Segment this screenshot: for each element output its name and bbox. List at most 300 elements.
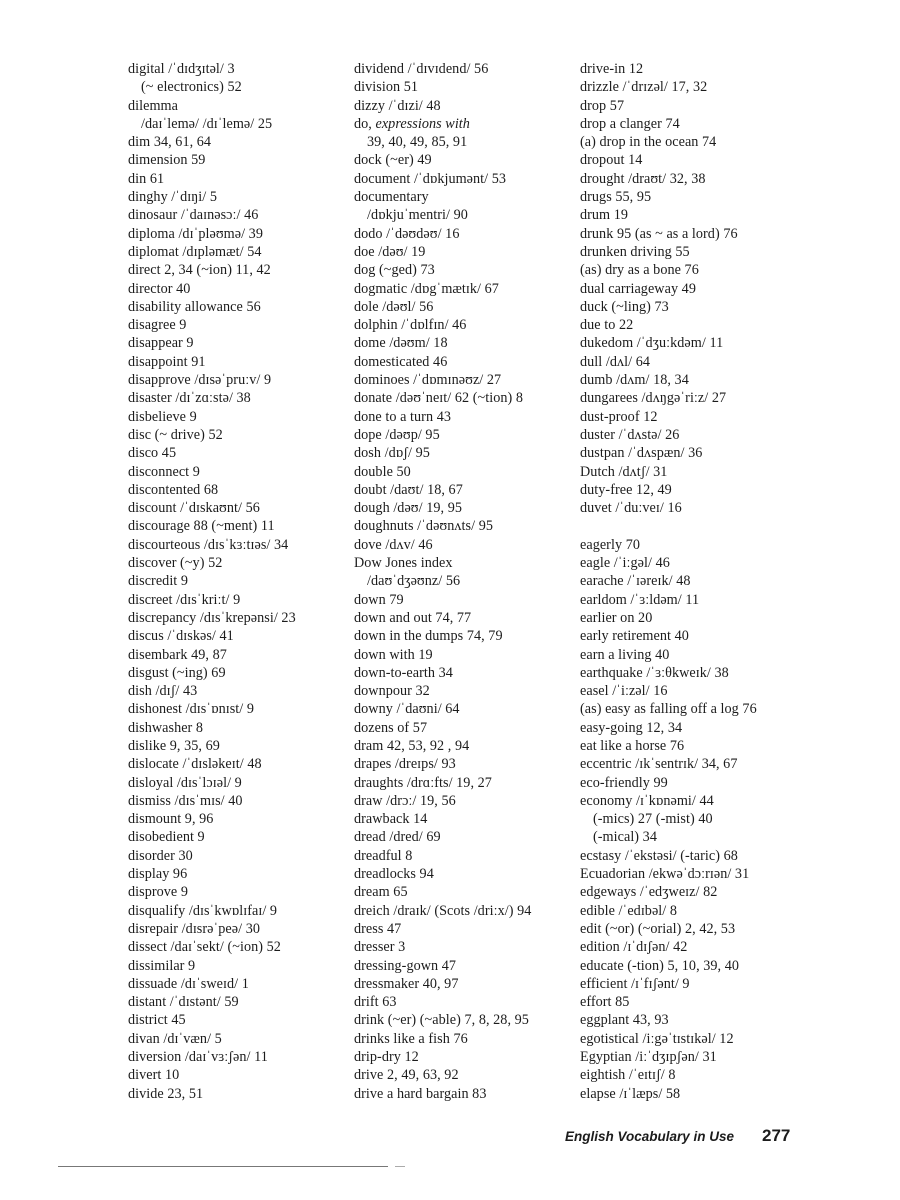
index-entry	[128, 444, 350, 462]
index-entry	[128, 792, 350, 810]
index-entry-text: dog (~ged) 73	[354, 262, 435, 279]
index-entry-text: diversion /daɪˈvɜːʃən/ 11	[128, 1049, 268, 1066]
index-entry-text: dole /dəʊl/ 56	[354, 298, 434, 315]
index-entry	[128, 938, 350, 956]
index-entry	[580, 188, 802, 206]
index-entry	[354, 572, 576, 590]
index-entry-text: document /ˈdɒkjumənt/ 53	[354, 170, 507, 187]
index-entry	[354, 243, 576, 261]
index-entry-text: early retirement 40	[580, 628, 689, 645]
index-entry	[354, 115, 576, 133]
index-entry-text: dull /dʌl/ 64	[580, 353, 651, 370]
index-entry	[580, 408, 802, 426]
index-entry-text: eco-friendly 99	[580, 774, 668, 791]
index-entry-text: dustpan /ˈdʌspæn/ 36	[580, 445, 703, 462]
index-entry-text: down and out 74, 77	[354, 609, 472, 626]
index-entry-text: disqualify /dɪsˈkwɒlɪfaɪ/ 9	[128, 902, 278, 919]
index-entry-text: disc (~ drive) 52	[128, 426, 223, 443]
index-entry-text: dread /dred/ 69	[354, 829, 441, 846]
index-entry	[580, 682, 802, 700]
index-entry-text: dilemma	[128, 97, 178, 114]
index-entry	[354, 371, 576, 389]
index-entry-text: eccentric /ɪkˈsentrɪk/ 34, 67	[580, 756, 738, 773]
index-entry	[354, 627, 576, 645]
index-entry	[354, 280, 576, 298]
index-entry-text: drunken driving 55	[580, 243, 690, 260]
index-entry	[580, 664, 802, 682]
index-entry-text: disappoint 91	[128, 353, 206, 370]
index-entry	[580, 774, 802, 792]
index-entry	[354, 591, 576, 609]
index-entry	[580, 810, 802, 828]
index-entry-text: disbelieve 9	[128, 408, 197, 425]
index-entry-text: dope /dəʊp/ 95	[354, 426, 440, 443]
index-entry	[354, 517, 576, 535]
index-entry	[128, 774, 350, 792]
index-entry-text: duster /ˈdʌstə/ 26	[580, 426, 680, 443]
index-entry	[580, 133, 802, 151]
index-entry	[354, 957, 576, 975]
index-entry	[580, 847, 802, 865]
index-entry	[128, 1011, 350, 1029]
index-entry	[354, 883, 576, 901]
index-entry-text: duty-free 12, 49	[580, 481, 672, 498]
index-entry	[128, 554, 350, 572]
index-entry	[580, 975, 802, 993]
index-entry-text: effort 85	[580, 994, 630, 1011]
index-entry	[128, 957, 350, 975]
index-entry-text: due to 22	[580, 317, 634, 334]
index-entry	[354, 170, 576, 188]
index-entry	[128, 609, 350, 627]
index-entry-text: disorder 30	[128, 847, 193, 864]
index-entry-text: distant /ˈdɪstənt/ 59	[128, 994, 239, 1011]
footer-rule-short	[395, 1166, 405, 1167]
index-entry-text: dislike 9, 35, 69	[128, 737, 220, 754]
index-entry-text: disaster /dɪˈzɑːstə/ 38	[128, 390, 251, 407]
index-entry-text: domesticated 46	[354, 353, 448, 370]
index-entry-text: dress 47	[354, 920, 402, 937]
index-entry-text: disprove 9	[128, 884, 189, 901]
index-entry	[128, 115, 350, 133]
index-entry	[580, 792, 802, 810]
index-entry-text: divan /dɪˈvæn/ 5	[128, 1030, 222, 1047]
index-entry	[580, 920, 802, 938]
index-entry-text: district 45	[128, 1012, 186, 1029]
index-entry	[354, 664, 576, 682]
index-entry-text: divide 23, 51	[128, 1085, 204, 1102]
index-entry-text: drop a clanger 74	[580, 115, 680, 132]
index-entry-text: dishonest /dɪsˈɒnɪst/ 9	[128, 701, 255, 718]
index-entry-text: dome /dəʊm/ 18	[354, 335, 448, 352]
index-entry-text: educate (-tion) 5, 10, 39, 40	[580, 957, 740, 974]
index-entry-text: discrepancy /dɪsˈkrepənsi/ 23	[128, 609, 296, 626]
index-entry	[580, 298, 802, 316]
index-entry-text: disgust (~ing) 69	[128, 664, 226, 681]
index-entry-text: edgeways /ˈedʒweɪz/ 82	[580, 884, 718, 901]
index-entry	[354, 700, 576, 718]
page-number: 277	[762, 1126, 791, 1145]
index-entry-text: disrepair /dɪsrəˈpeə/ 30	[128, 920, 260, 937]
index-entry	[354, 536, 576, 554]
index-entry	[580, 993, 802, 1011]
index-entry-text: dropout 14	[580, 152, 643, 169]
index-entry	[128, 1085, 350, 1103]
index-entry	[354, 353, 576, 371]
index-entry-text: discontented 68	[128, 481, 219, 498]
index-entry	[580, 481, 802, 499]
index-entry	[580, 719, 802, 737]
index-entry	[128, 499, 350, 517]
index-entry	[354, 938, 576, 956]
index-entry-text: drought /draʊt/ 32, 38	[580, 170, 706, 187]
index-entry	[580, 902, 802, 920]
index-entry-text: easy-going 12, 34	[580, 719, 683, 736]
index-entry	[354, 828, 576, 846]
index-entry	[354, 1066, 576, 1084]
index-entry-text: elapse /ɪˈlæps/ 58	[580, 1085, 681, 1102]
index-entry-text: disembark 49, 87	[128, 646, 227, 663]
index-entry	[354, 755, 576, 773]
index-entry-text: economy /ɪˈkɒnəmi/ 44	[580, 792, 714, 809]
index-entry-text: dissect /daɪˈsekt/ (~ion) 52	[128, 939, 281, 956]
index-entry-text: dislocate /ˈdɪsləkeɪt/ 48	[128, 756, 262, 773]
index-entry	[354, 133, 576, 151]
index-entry-text: dozens of 57	[354, 719, 428, 736]
index-entry-text: discreet /dɪsˈkriːt/ 9	[128, 591, 241, 608]
index-entry	[580, 316, 802, 334]
index-entry	[354, 554, 576, 572]
index-entry-text: dolphin /ˈdɒlfɪn/ 46	[354, 317, 467, 334]
index-entry-text: discus /ˈdɪskəs/ 41	[128, 628, 234, 645]
index-entry-text: down-to-earth 34	[354, 664, 453, 681]
index-entry	[128, 700, 350, 718]
index-entry	[580, 627, 802, 645]
index-entry-text: eightish /ˈeɪtɪʃ/ 8	[580, 1067, 676, 1084]
index-entry-text: /dɒkjuˈmentri/ 90	[367, 207, 468, 224]
index-column-1	[128, 60, 350, 1103]
index-entry	[354, 97, 576, 115]
index-entry-text: earthquake /ˈɜːθkweɪk/ 38	[580, 664, 729, 681]
index-entry-text: director 40	[128, 280, 191, 297]
index-entry	[580, 426, 802, 444]
index-entry-text: dissimilar 9	[128, 957, 196, 974]
index-entry	[128, 719, 350, 737]
index-entry	[580, 572, 802, 590]
index-entry-text: dungarees /dʌŋgəˈriːz/ 27	[580, 390, 727, 407]
index-entry	[580, 444, 802, 462]
index-entry-text: drugs 55, 95	[580, 189, 652, 206]
index-entry	[128, 828, 350, 846]
index-entry	[580, 353, 802, 371]
footer-rule	[58, 1166, 388, 1167]
index-entry-text: dim 34, 61, 64	[128, 134, 212, 151]
index-entry-text: drive-in 12	[580, 61, 644, 77]
index-entry	[354, 1030, 576, 1048]
index-entry	[128, 1030, 350, 1048]
index-entry	[128, 975, 350, 993]
index-entry-text: dish /dɪʃ/ 43	[128, 683, 198, 700]
index-entry-italic: expressions with	[375, 115, 470, 132]
index-entry-text: dust-proof 12	[580, 408, 658, 425]
index-entry-text: (as) dry as a bone 76	[580, 262, 699, 279]
index-entry	[354, 902, 576, 920]
index-entry	[354, 1011, 576, 1029]
index-entry-text: dream 65	[354, 884, 408, 901]
index-entry	[128, 151, 350, 169]
index-entry	[580, 957, 802, 975]
index-entry	[354, 151, 576, 169]
index-entry-text: dual carriageway 49	[580, 280, 696, 297]
index-entry-text: edition /ɪˈdɪʃən/ 42	[580, 939, 688, 956]
index-entry	[354, 334, 576, 352]
index-entry	[128, 847, 350, 865]
index-entry	[354, 1085, 576, 1103]
index-entry-text: dove /dʌv/ 46	[354, 536, 433, 553]
index-entry	[354, 444, 576, 462]
index-entry-text: dressmaker 40, 97	[354, 975, 459, 992]
index-entry	[580, 334, 802, 352]
index-entry-text: drum 19	[580, 207, 629, 224]
index-entry-text: drawback 14	[354, 811, 428, 828]
index-entry-text: dinosaur /ˈdaɪnəsɔː/ 46	[128, 207, 259, 224]
index-entry	[580, 883, 802, 901]
index-entry-text: dreadful 8	[354, 847, 413, 864]
index-entry	[128, 97, 350, 115]
index-entry-text: discourteous /dɪsˈkɜːtɪəs/ 34	[128, 536, 289, 553]
index-entry	[354, 188, 576, 206]
index-entry	[354, 719, 576, 737]
index-entry	[128, 572, 350, 590]
index-entry	[128, 993, 350, 1011]
index-entry-text: din 61	[128, 170, 165, 187]
index-entry-text: (as) easy as falling off a log 76	[580, 701, 757, 718]
index-entry	[128, 737, 350, 755]
index-entry	[128, 188, 350, 206]
index-entry	[580, 1066, 802, 1084]
index-entry	[128, 371, 350, 389]
index-entry	[580, 591, 802, 609]
index-column-3	[580, 60, 802, 1103]
index-entry	[580, 828, 802, 846]
index-entry-text: eggplant 43, 93	[580, 1012, 669, 1029]
index-entry-text: do,	[354, 115, 376, 132]
index-entry-text: Egyptian /iːˈdʒɪpʃən/ 31	[580, 1049, 717, 1066]
index-entry-text: disability allowance 56	[128, 298, 261, 315]
index-entry-text: dodo /ˈdəʊdəʊ/ 16	[354, 225, 460, 242]
index-entry	[580, 700, 802, 718]
index-entry	[354, 865, 576, 883]
index-entry	[580, 389, 802, 407]
index-entry-text: down in the dumps 74, 79	[354, 628, 503, 645]
index-entry-text: direct 2, 34 (~ion) 11, 42	[128, 262, 271, 279]
index-entry	[354, 408, 576, 426]
index-entry	[128, 627, 350, 645]
index-entry-text: dissuade /dɪˈsweɪd/ 1	[128, 975, 249, 992]
index-entry-text: dinghy /ˈdɪŋi/ 5	[128, 189, 218, 206]
index-entry	[580, 170, 802, 188]
index-entry	[128, 206, 350, 224]
index-entry-text: dismiss /dɪsˈmɪs/ 40	[128, 792, 243, 809]
index-entry	[354, 298, 576, 316]
index-entry-text: earn a living 40	[580, 646, 670, 663]
index-entry-text: (-mics) 27 (-mist) 40	[593, 811, 713, 828]
index-entry-text: earache /ˈɪəreɪk/ 48	[580, 573, 691, 590]
index-entry-text: drive a hard bargain 83	[354, 1085, 487, 1102]
index-entry	[128, 408, 350, 426]
index-entry-text: disconnect 9	[128, 463, 200, 480]
index-entry	[580, 78, 802, 96]
index-entry-text: eagerly 70	[580, 536, 640, 553]
index-entry	[128, 865, 350, 883]
index-entry-text: /daɪˈlemə/ /dɪˈlemə/ 25	[141, 115, 273, 132]
index-entry-text: edible /ˈedɪbəl/ 8	[580, 902, 678, 919]
index-entry	[128, 1048, 350, 1066]
index-entry	[580, 737, 802, 755]
index-entry-text: drip-dry 12	[354, 1049, 419, 1066]
index-entry-text: doubt /daʊt/ 18, 67	[354, 481, 463, 498]
index-entry-text: dishwasher 8	[128, 719, 204, 736]
index-entry	[580, 865, 802, 883]
index-entry-text: display 96	[128, 866, 188, 883]
index-entry-text: eat like a horse 76	[580, 737, 685, 754]
index-entry-text: dukedom /ˈdʒuːkdəm/ 11	[580, 335, 724, 352]
index-entry	[128, 920, 350, 938]
index-entry	[128, 517, 350, 535]
index-entry	[354, 993, 576, 1011]
index-entry	[580, 97, 802, 115]
index-entry	[128, 298, 350, 316]
index-entry-text: duck (~ling) 73	[580, 298, 669, 315]
index-entry	[580, 280, 802, 298]
index-entry	[580, 1085, 802, 1103]
index-entry	[128, 353, 350, 371]
index-entry	[128, 243, 350, 261]
index-entry	[580, 499, 802, 517]
index-entry	[128, 536, 350, 554]
index-entry-text: down 79	[354, 591, 404, 608]
index-entry	[354, 78, 576, 96]
index-entry	[128, 682, 350, 700]
index-entry-text: disagree 9	[128, 317, 187, 334]
index-entry-text: dreadlocks 94	[354, 866, 434, 883]
index-entry-text: disco 45	[128, 445, 177, 462]
index-entry	[128, 170, 350, 188]
index-entry	[580, 536, 802, 554]
index-column-2	[354, 60, 576, 1103]
index-entry-text: diploma /dɪˈpləʊmə/ 39	[128, 225, 263, 242]
index-entry-text: dosh /dɒʃ/ 95	[354, 445, 430, 462]
index-entry	[580, 755, 802, 773]
index-entry-text: division 51	[354, 79, 419, 96]
index-entry-text: earldom /ˈɜːldəm/ 11	[580, 591, 700, 608]
index-entry-text: (a) drop in the ocean 74	[580, 134, 717, 151]
index-entry-text: (-mical) 34	[593, 829, 657, 846]
index-entry	[580, 206, 802, 224]
index-entry	[354, 481, 576, 499]
index-entry	[580, 115, 802, 133]
index-entry	[580, 1030, 802, 1048]
index-entry	[128, 133, 350, 151]
index-entry	[354, 261, 576, 279]
index-entry-text: drinks like a fish 76	[354, 1030, 468, 1047]
index-entry-text: Dutch /dʌtʃ/ 31	[580, 463, 668, 480]
index-entry	[128, 389, 350, 407]
index-entry-text: drift 63	[354, 994, 397, 1011]
index-entry	[354, 646, 576, 664]
index-entry	[580, 60, 802, 78]
index-entry	[128, 1066, 350, 1084]
index-entry	[580, 243, 802, 261]
index-entry	[128, 78, 350, 96]
index-entry	[580, 371, 802, 389]
index-entry	[354, 810, 576, 828]
index-entry	[354, 975, 576, 993]
index-entry-text: draughts /drɑːfts/ 19, 27	[354, 774, 492, 791]
index-entry	[354, 225, 576, 243]
index-entry	[128, 646, 350, 664]
index-entry	[354, 682, 576, 700]
index-entry	[128, 883, 350, 901]
index-entry-text: discourage 88 (~ment) 11	[128, 518, 275, 535]
index-entry-text: drunk 95 (as ~ as a lord) 76	[580, 225, 738, 242]
index-entry-text: discount /ˈdɪskaʊnt/ 56	[128, 500, 260, 517]
index-entry-text: Ecuadorian /ekwəˈdɔːrɪən/ 31	[580, 866, 750, 883]
index-entry-text: dresser 3	[354, 939, 406, 956]
index-entry-text: dominoes /ˈdɒmɪnəʊz/ 27	[354, 372, 502, 389]
index-entry	[354, 463, 576, 481]
index-entry	[354, 426, 576, 444]
index-entry-text: dock (~er) 49	[354, 152, 432, 169]
index-entry	[354, 499, 576, 517]
letter-section-gap	[580, 517, 802, 535]
index-entry-text: earlier on 20	[580, 609, 653, 626]
index-entry	[354, 792, 576, 810]
index-entry-text: /daʊˈdʒəʊnz/ 56	[367, 573, 461, 590]
index-entry-text: drink (~er) (~able) 7, 8, 28, 95	[354, 1012, 529, 1029]
index-entry-text: edit (~or) (~orial) 2, 42, 53	[580, 920, 736, 937]
index-entry	[580, 151, 802, 169]
index-entry-text: drapes /dreɪps/ 93	[354, 756, 456, 773]
index-entry-text: easel /ˈiːzəl/ 16	[580, 683, 668, 700]
index-entry-text: dreich /draɪk/ (Scots /driːx/) 94	[354, 902, 532, 919]
index-entry-text: ecstasy /ˈekstəsi/ (-taric) 68	[580, 847, 738, 864]
index-entry-text: doughnuts /ˈdəʊnʌts/ 95	[354, 518, 493, 535]
index-entry-text: dram 42, 53, 92 , 94	[354, 737, 470, 754]
index-entry	[128, 60, 350, 78]
index-entry	[354, 389, 576, 407]
index-entry	[580, 646, 802, 664]
index-entry	[354, 1048, 576, 1066]
index-entry	[128, 481, 350, 499]
index-entry	[354, 920, 576, 938]
index-entry	[128, 810, 350, 828]
index-entry-text: drop 57	[580, 97, 625, 114]
index-entry	[128, 591, 350, 609]
index-entry	[354, 847, 576, 865]
index-entry	[580, 463, 802, 481]
index-entry	[128, 426, 350, 444]
index-entry-text: dizzy /ˈdɪzi/ 48	[354, 97, 441, 114]
index-entry-text: discredit 9	[128, 573, 189, 590]
index-entry-text: disapprove /dɪsəˈpruːv/ 9	[128, 372, 272, 389]
index-entry-text: drive 2, 49, 63, 92	[354, 1067, 459, 1084]
index-entry-text: dumb /dʌm/ 18, 34	[580, 372, 689, 389]
index-entry-text: dressing-gown 47	[354, 957, 457, 974]
index-entry-text: diplomat /dɪpləmæt/ 54	[128, 243, 262, 260]
index-entry	[580, 1048, 802, 1066]
index-entry-text: discover (~y) 52	[128, 555, 223, 572]
